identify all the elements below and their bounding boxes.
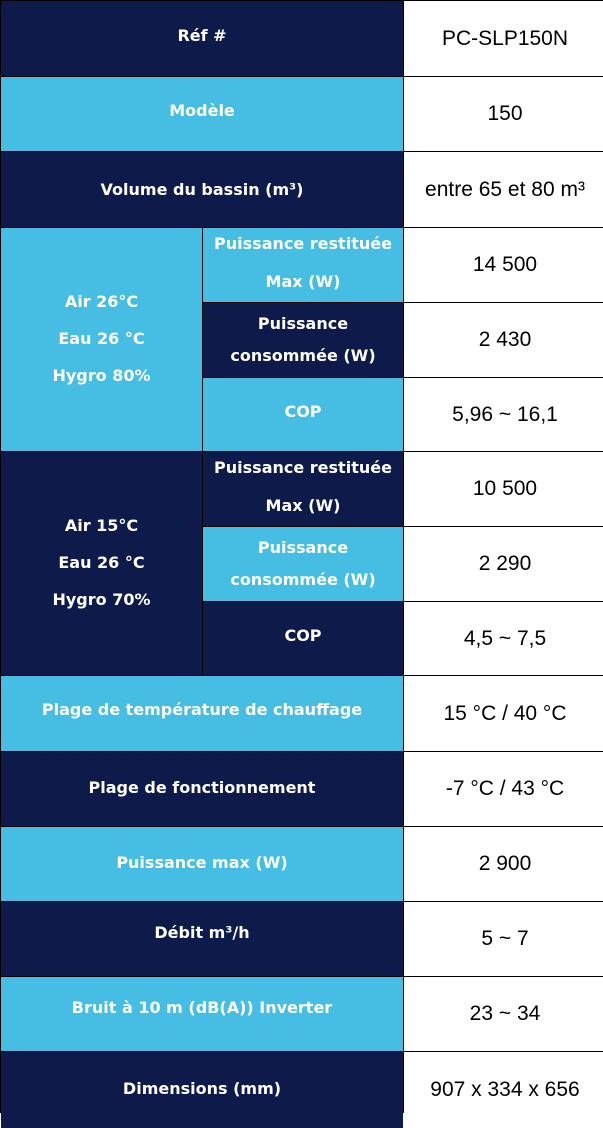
puissance-consommee-value-2: 2 290 — [404, 527, 603, 601]
label-line: Max (W) — [265, 272, 341, 291]
plage-chauffage-label: Plage de température de chauffage — [1, 676, 403, 751]
modele-value: 150 — [404, 77, 603, 151]
debit-label: Débit m³/h — [1, 902, 403, 976]
label-line: consommée (W) — [230, 346, 376, 365]
plage-chauffage-value: 15 °C / 40 °C — [404, 676, 603, 751]
puissance-restituee-value-1: 14 500 — [404, 228, 603, 302]
label-line: Puissance — [257, 538, 349, 557]
label-line: consommée (W) — [230, 570, 376, 589]
puissance-restituee-value-2: 10 500 — [404, 452, 603, 526]
puissance-max-label: Puissance max (W) — [1, 827, 403, 901]
label-line: Puissance — [257, 314, 349, 333]
puissance-consommee-value-1: 2 430 — [404, 303, 603, 377]
label-line: Puissance restituée — [214, 233, 392, 253]
puissance-consommee-label-2 — [203, 527, 403, 601]
bruit-label: Bruit à 10 m (dB(A)) Inverter — [1, 977, 403, 1051]
label-line: Puissance restituée — [214, 457, 392, 477]
dimensions-value: 907 x 334 x 656 — [404, 1052, 603, 1128]
bruit-value: 23 ~ 34 — [404, 977, 603, 1051]
condition-hygro: Hygro 70% — [52, 589, 151, 609]
condition-hygro: Hygro 80% — [52, 365, 151, 385]
conditions-group-1 — [1, 228, 202, 451]
cop-value-2: 4,5 ~ 7,5 — [404, 602, 603, 675]
puissance-restituee-label-2 — [203, 452, 403, 526]
ref-label: Réf # — [1, 1, 403, 76]
condition-eau: Eau 26 °C — [58, 553, 145, 573]
plage-fonctionnement-label: Plage de fonctionnement — [1, 752, 403, 826]
puissance-max-value: 2 900 — [404, 827, 603, 901]
puissance-restituee-label-1 — [203, 228, 403, 302]
debit-value: 5 ~ 7 — [404, 902, 603, 976]
volume-value: entre 65 et 80 m³ — [404, 152, 603, 227]
condition-air: Air 15°C — [64, 516, 139, 536]
cop-value-1: 5,96 ~ 16,1 — [404, 378, 603, 451]
condition-eau: Eau 26 °C — [58, 329, 145, 349]
volume-label: Volume du bassin (m³) — [1, 152, 403, 227]
cop-label-2: COP — [203, 602, 403, 675]
dimensions-label: Dimensions (mm) — [1, 1052, 403, 1128]
modele-label: Modèle — [1, 77, 403, 151]
puissance-consommee-label-1 — [203, 303, 403, 377]
label-line: Max (W) — [265, 496, 341, 515]
plage-fonctionnement-value: -7 °C / 43 °C — [404, 752, 603, 826]
conditions-group-2 — [1, 452, 202, 675]
cop-label-1: COP — [203, 378, 403, 451]
ref-value: PC-SLP150N — [404, 1, 603, 76]
condition-air: Air 26°C — [64, 292, 139, 312]
